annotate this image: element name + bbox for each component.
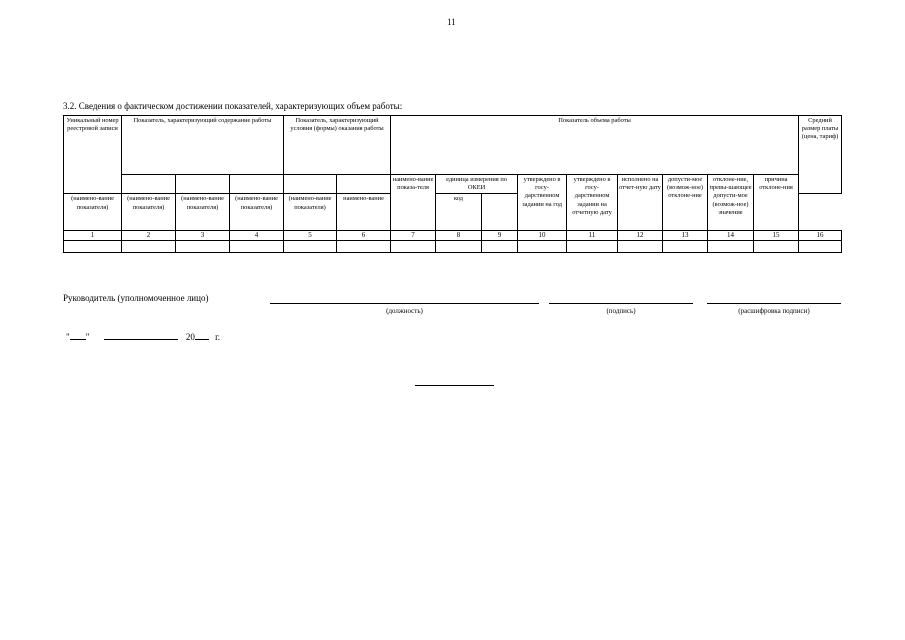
- header-deviation-reason: причина отклоне-ния: [754, 175, 799, 231]
- sub-indicator-name-3: (наимено-вание показателя): [176, 194, 230, 231]
- signature-line: [549, 303, 693, 304]
- sub-indicator-name-4: (наимено-вание показателя): [230, 194, 284, 231]
- col-num-13: 13: [663, 231, 708, 241]
- decode-caption: (расшифровка подписи): [738, 307, 810, 315]
- header-executed: исполнено на отчет-ную дату: [618, 175, 663, 231]
- page-number: 11: [447, 17, 456, 27]
- footer-rule: [415, 385, 494, 386]
- date-line: [66, 330, 220, 342]
- header-exceeding-deviation: отклоне-ние, превы-шающее допусти-мое (возмож-ное) значение: [708, 175, 754, 231]
- col-num-11: 11: [567, 231, 618, 241]
- day-blank: [70, 330, 86, 340]
- signatory-label: Руководитель (уполномоченное лицо): [63, 293, 209, 303]
- col-num-7: 7: [391, 231, 436, 241]
- header-approved-report-date: утверждено в госу-дарственном задании на отчетную дату: [567, 175, 618, 231]
- work-volume-table: [63, 115, 842, 253]
- col-num-4: 4: [230, 231, 284, 241]
- col-num-14: 14: [708, 231, 754, 241]
- year-suffix: г.: [215, 332, 221, 342]
- position-caption: (должность): [386, 307, 423, 315]
- col-num-9: 9: [482, 231, 518, 241]
- table-row: [64, 241, 842, 253]
- header-approved-year: утверждено в госу-дарственном задании на год: [518, 175, 567, 231]
- header-unit-okei: единица измерения по ОКЕИ: [436, 175, 518, 194]
- col-num-2: 2: [122, 231, 176, 241]
- sub-indicator-name-2: (наимено-вание показателя): [122, 194, 176, 231]
- header-content-indicator: Показатель, характеризующий содержание работы: [122, 116, 284, 175]
- col-num-3: 3: [176, 231, 230, 241]
- header-volume-indicator: Показатель объема работы: [391, 116, 799, 175]
- header-registry-number: Уникальный номер реестровой записи: [64, 116, 122, 194]
- header-allowed-deviation: допусти-мое (возмож-ное) отклоне-ние: [663, 175, 708, 231]
- header-unit-code: код: [436, 194, 482, 231]
- year-blank: [195, 330, 209, 340]
- month-blank: [104, 330, 178, 340]
- sub-indicator-name-5: (наимено-вание показателя): [284, 194, 337, 231]
- year-prefix: 20: [185, 332, 195, 342]
- col-num-16: 16: [799, 231, 842, 241]
- col-num-5: 5: [284, 231, 337, 241]
- position-line: [270, 303, 539, 304]
- date-open-quote: ": [66, 332, 70, 342]
- col-num-1: 1: [64, 231, 122, 241]
- col-num-15: 15: [754, 231, 799, 241]
- section-title: 3.2. Сведения о фактическом достижении показателей, характеризующих объем работы:: [63, 101, 403, 111]
- header-average-fee: Средний размер платы (цена, тариф): [799, 116, 842, 194]
- col-num-12: 12: [618, 231, 663, 241]
- signature-caption: (подпись): [606, 307, 636, 315]
- col-num-10: 10: [518, 231, 567, 241]
- decode-line: [707, 303, 841, 304]
- header-unit-name: наимено-вание: [337, 194, 391, 231]
- date-close-quote: ": [85, 332, 90, 342]
- column-numbers-row: [64, 231, 842, 241]
- col-num-8: 8: [436, 231, 482, 241]
- sub-indicator-name-1: (наимено-вание показателя): [64, 194, 122, 231]
- header-conditions-indicator: Показатель, характеризующий условия (формы) оказания работы: [284, 116, 391, 175]
- col-num-6: 6: [337, 231, 391, 241]
- header-indicator-name: наимено-вание показа-теля: [391, 175, 436, 231]
